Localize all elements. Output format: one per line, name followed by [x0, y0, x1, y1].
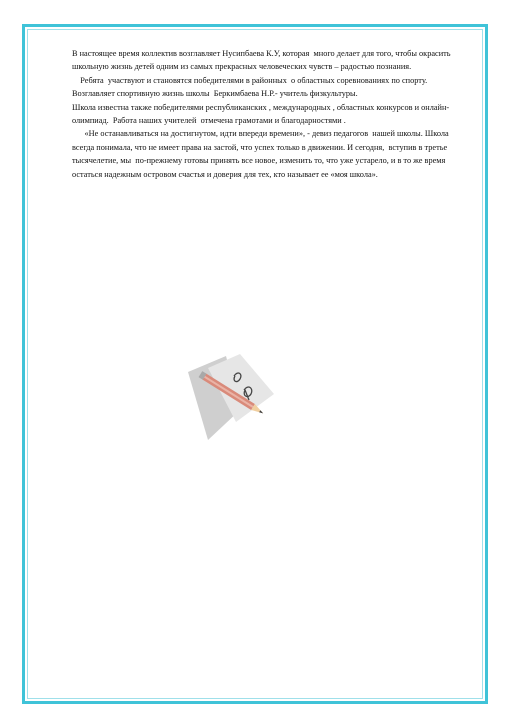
paper-pencil-icon: [186, 350, 276, 442]
paragraph-leadership: В настоящее время коллектив возглавляет Нусипбаева К.У, которая много делает для того, чтобы окрасить школьную жизнь детей одним из самых прекрасных человеческих чувств – радостью познания.: [72, 49, 453, 72]
paragraph-sports: Ребята участвуют и становятся победителями в районных о областных соревнованиях по спорту. Возглавляет спортивную жизнь школы Беркимбаева Н.Р.- учитель физкультуры.: [72, 75, 430, 99]
paper-pencil-drawing: [186, 350, 276, 442]
paragraph-awards: Школа известна также победителями республиканских , международных , областных конкурсов и онлайн- олимпиад. Работа наших учителей отмечена грамотами и благодарностями .: [72, 102, 452, 126]
paragraph-motto: «Не останавливаться на достигнутом, идти впереди времени», - девиз педагогов нашей школы. Школа всегда понимала, что не имеет права на застой, что успех только в движении. И сегодня, вступив в третье тысячелетие, мы по-прежнему готовы принять все новое, изменить то, что уже устарело, и в то же время остаться надежным островом счастья и доверия для тех, кто называет ее «моя школа».: [72, 129, 451, 179]
body-text: [72, 47, 468, 181]
